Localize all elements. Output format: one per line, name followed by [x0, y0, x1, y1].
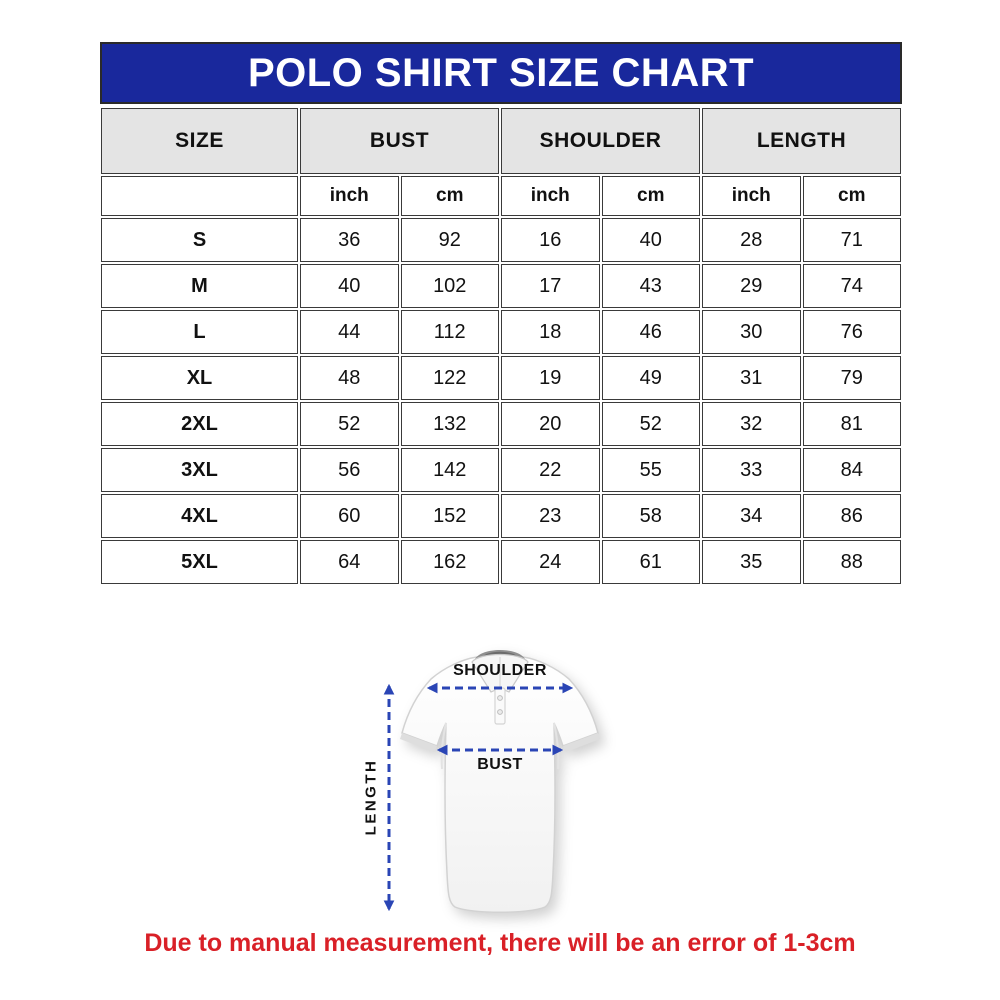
size-label-cell: 3XL [101, 448, 298, 492]
column-header-row [101, 108, 901, 174]
value-cell: 81 [803, 402, 902, 446]
value-cell: 32 [702, 402, 801, 446]
table-row-l [101, 310, 901, 354]
value-cell: 35 [702, 540, 801, 584]
table-row-3xl [101, 448, 901, 492]
value-cell: 30 [702, 310, 801, 354]
value-cell: 60 [300, 494, 399, 538]
column-header-size: SIZE [101, 108, 298, 174]
polo-shirt-illustration [385, 645, 615, 925]
table-row-2xl [101, 402, 901, 446]
value-cell: 52 [602, 402, 701, 446]
unit-header-shoulder-cm: cm [602, 176, 701, 216]
size-label-cell: 4XL [101, 494, 298, 538]
value-cell: 122 [401, 356, 500, 400]
button-placket [495, 688, 505, 724]
value-cell: 71 [803, 218, 902, 262]
value-cell: 33 [702, 448, 801, 492]
table-row-m [101, 264, 901, 308]
unit-header-bust-inch: inch [300, 176, 399, 216]
size-label-cell: L [101, 310, 298, 354]
value-cell: 61 [602, 540, 701, 584]
value-cell: 34 [702, 494, 801, 538]
unit-header-length-cm: cm [803, 176, 902, 216]
size-label-cell: S [101, 218, 298, 262]
length-label: LENGTH [362, 758, 380, 836]
value-cell: 84 [803, 448, 902, 492]
value-cell: 55 [602, 448, 701, 492]
value-cell: 43 [602, 264, 701, 308]
value-cell: 49 [602, 356, 701, 400]
value-cell: 58 [602, 494, 701, 538]
measurement-diagram [0, 630, 1000, 930]
unit-header-row [101, 176, 901, 216]
size-label-cell: XL [101, 356, 298, 400]
value-cell: 46 [602, 310, 701, 354]
shoulder-label: SHOULDER [453, 662, 547, 679]
value-cell: 40 [602, 218, 701, 262]
value-cell: 28 [702, 218, 801, 262]
value-cell: 23 [501, 494, 600, 538]
measurement-disclaimer: Due to manual measurement, there will be an error of 1-3cm [144, 929, 856, 957]
page-title: POLO SHIRT SIZE CHART [100, 42, 902, 104]
value-cell: 19 [501, 356, 600, 400]
value-cell: 142 [401, 448, 500, 492]
value-cell: 102 [401, 264, 500, 308]
value-cell: 16 [501, 218, 600, 262]
size-label-cell: 2XL [101, 402, 298, 446]
value-cell: 132 [401, 402, 500, 446]
button [498, 696, 503, 701]
table-row-4xl [101, 494, 901, 538]
value-cell: 56 [300, 448, 399, 492]
size-label-cell: 5XL [101, 540, 298, 584]
size-chart-table [99, 106, 903, 586]
value-cell: 64 [300, 540, 399, 584]
value-cell: 52 [300, 402, 399, 446]
value-cell: 74 [803, 264, 902, 308]
value-cell: 92 [401, 218, 500, 262]
column-header-shoulder: SHOULDER [501, 108, 700, 174]
bust-label: BUST [477, 756, 523, 773]
value-cell: 24 [501, 540, 600, 584]
value-cell: 79 [803, 356, 902, 400]
unit-header-shoulder-inch: inch [501, 176, 600, 216]
value-cell: 48 [300, 356, 399, 400]
value-cell: 31 [702, 356, 801, 400]
unit-spacer-cell [101, 176, 298, 216]
value-cell: 17 [501, 264, 600, 308]
table-row-s [101, 218, 901, 262]
button [498, 710, 503, 715]
value-cell: 88 [803, 540, 902, 584]
value-cell: 44 [300, 310, 399, 354]
table-row-5xl [101, 540, 901, 584]
column-header-length: LENGTH [702, 108, 901, 174]
value-cell: 29 [702, 264, 801, 308]
column-header-bust: BUST [300, 108, 499, 174]
unit-header-bust-cm: cm [401, 176, 500, 216]
table-row-xl [101, 356, 901, 400]
value-cell: 18 [501, 310, 600, 354]
value-cell: 86 [803, 494, 902, 538]
value-cell: 40 [300, 264, 399, 308]
value-cell: 20 [501, 402, 600, 446]
unit-header-length-inch: inch [702, 176, 801, 216]
size-label-cell: M [101, 264, 298, 308]
value-cell: 22 [501, 448, 600, 492]
value-cell: 162 [401, 540, 500, 584]
value-cell: 152 [401, 494, 500, 538]
value-cell: 112 [401, 310, 500, 354]
value-cell: 76 [803, 310, 902, 354]
value-cell: 36 [300, 218, 399, 262]
